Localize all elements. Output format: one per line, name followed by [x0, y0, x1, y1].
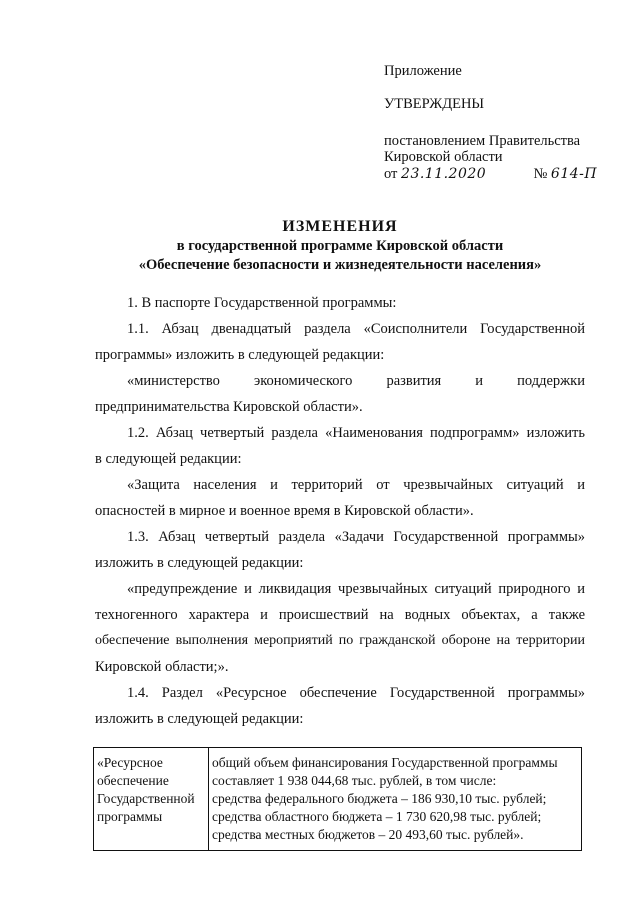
resource-label-line: обеспечение	[97, 773, 169, 788]
appendix-label: Приложение	[384, 63, 462, 79]
resource-value-cell	[209, 748, 582, 851]
title-line1: ИЗМЕНЕНИЯ	[282, 218, 398, 235]
resource-label-line: программы	[97, 809, 163, 824]
table-row	[94, 748, 582, 851]
date-prefix: от	[384, 166, 398, 182]
paragraph-6-line2: изложить в следующей редакции:	[95, 555, 304, 571]
paragraph-3-line2: предпринимательства Кировской области».	[95, 399, 363, 415]
decree-date: 23.11.2020	[401, 166, 487, 182]
paragraph-8-line2: изложить в следующей редакции:	[95, 711, 304, 727]
paragraph-7-line1: «предупреждение и ликвидация чрезвычайных ситуаций природного и	[127, 581, 585, 597]
resource-value-line: средства областного бюджета – 1 730 620,98 тыс. рублей;	[212, 809, 542, 824]
decree-date-number	[384, 165, 597, 183]
resource-value-line: составляет 1 938 044,68 тыс. рублей, в том числе:	[212, 773, 497, 788]
approved-label: УТВЕРЖДЕНЫ	[384, 96, 485, 112]
approved-by-line2: Кировской области	[384, 149, 503, 165]
paragraph-5-line2: опасностей в мирное и военное время в Кировской области».	[95, 503, 474, 519]
paragraph-8-line1: 1.4. Раздел «Ресурсное обеспечение Государственной программы»	[127, 685, 585, 701]
title-line2: в государственной программе Кировской области	[176, 238, 504, 254]
paragraph-4-line1: 1.2. Абзац четвертый раздела «Наименования подпрограмм» изложить	[127, 425, 585, 441]
paragraph-7-line3: обеспечение выполнения мероприятий по гражданской обороне на территории	[95, 633, 585, 648]
resource-label-line: «Ресурсное	[97, 755, 163, 770]
resource-value-line: средства федерального бюджета – 186 930,10 тыс. рублей;	[212, 791, 547, 806]
paragraph-3-line1: «министерство экономического развития и поддержки	[127, 373, 585, 389]
paragraph-2-line2: программы» изложить в следующей редакции:	[95, 347, 385, 363]
paragraph-7-line2: техногенного характера и происшествий на водных объектах, а также	[95, 607, 585, 623]
document-title	[60, 218, 620, 274]
resource-value-line: общий объем финансирования Государственной программы	[212, 755, 558, 770]
resource-label-cell	[94, 748, 209, 851]
paragraph-1: 1. В паспорте Государственной программы:	[127, 295, 397, 311]
paragraph-7-line4: Кировской области;».	[95, 659, 229, 675]
approved-by-line1: постановлением Правительства	[384, 133, 581, 149]
resource-label-line: Государственной	[97, 791, 195, 806]
resource-table	[93, 747, 582, 851]
paragraph-4-line2: в следующей редакции:	[95, 451, 242, 467]
title-line3: «Обеспечение безопасности и жизнедеятельности населения»	[138, 257, 542, 273]
number-prefix: №	[533, 166, 548, 182]
resource-value-line: средства местных бюджетов – 20 493,60 тыс. рублей».	[212, 827, 524, 842]
document-body	[95, 290, 585, 732]
paragraph-2-line1: 1.1. Абзац двенадцатый раздела «Соисполнители Государственной	[127, 321, 585, 337]
paragraph-6-line1: 1.3. Абзац четвертый раздела «Задачи Государственной программы»	[127, 529, 585, 545]
paragraph-5-line1: «Защита населения и территорий от чрезвычайных ситуаций и	[127, 477, 585, 493]
decree-number: 614-П	[550, 166, 598, 182]
